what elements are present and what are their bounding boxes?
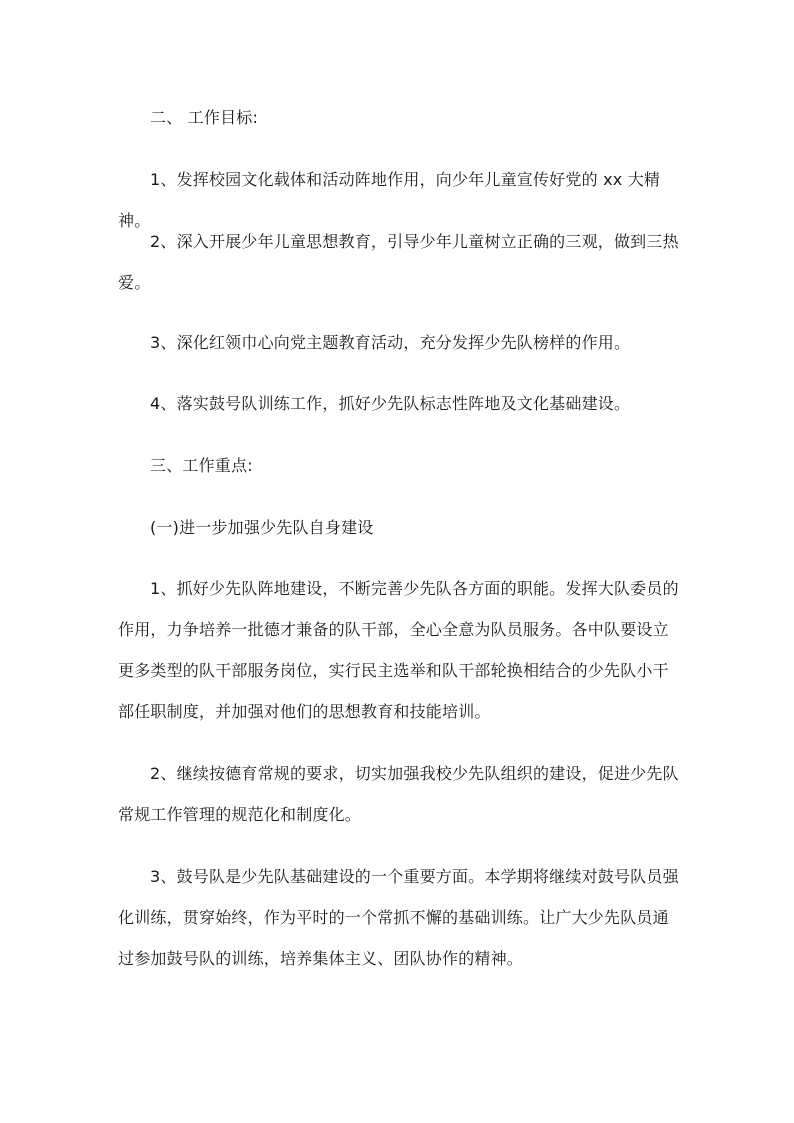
goal-item-4: 4、落实鼓号队训练工作，抓好少先队标志性阵地及文化基础建设。 [150, 394, 631, 413]
section-heading-work-focus: 三、工作重点: [150, 456, 253, 475]
subsection-heading-self-building: (一)进一步加强少先队自身建设 [150, 518, 374, 537]
focus-item-1: 1、抓好少先队阵地建设，不断完善少先队各方面的职能。发挥大队委员的作用，力争培养一批德才兼备的队干部，全心全意为队员服务。各中队要设立更多类型的队干部服务岗位，实行民主选举和队干部轮换相结合的少先队小干部任职制度，并加强对他们的思想教育和技能培训。 [118, 579, 679, 721]
section-heading-work-goals: 二、 工作目标: [150, 108, 259, 127]
focus-item-3: 3、鼓号队是少先队基础建设的一个重要方面。本学期将继续对鼓号队员强化训练，贯穿始终，作为平时的一个常抓不懈的基础训练。让广大少先队员通过参加鼓号队的训练，培养集体主义、团队协作的精神。 [118, 867, 679, 968]
goal-item-1: 1、发挥校园文化载体和活动阵地作用，向少年儿童宣传好党的 xx 大精神。 [118, 170, 661, 230]
goal-item-2: 2、深入开展少年儿童思想教育，引导少年儿童树立正确的三观，做到三热爱。 [118, 232, 679, 292]
goal-item-3: 3、深化红领巾心向党主题教育活动，充分发挥少先队榜样的作用。 [150, 333, 631, 352]
focus-item-2: 2、继续按德育常规的要求，切实加强我校少先队组织的建设，促进少先队常规工作管理的规范化和制度化。 [118, 764, 679, 824]
